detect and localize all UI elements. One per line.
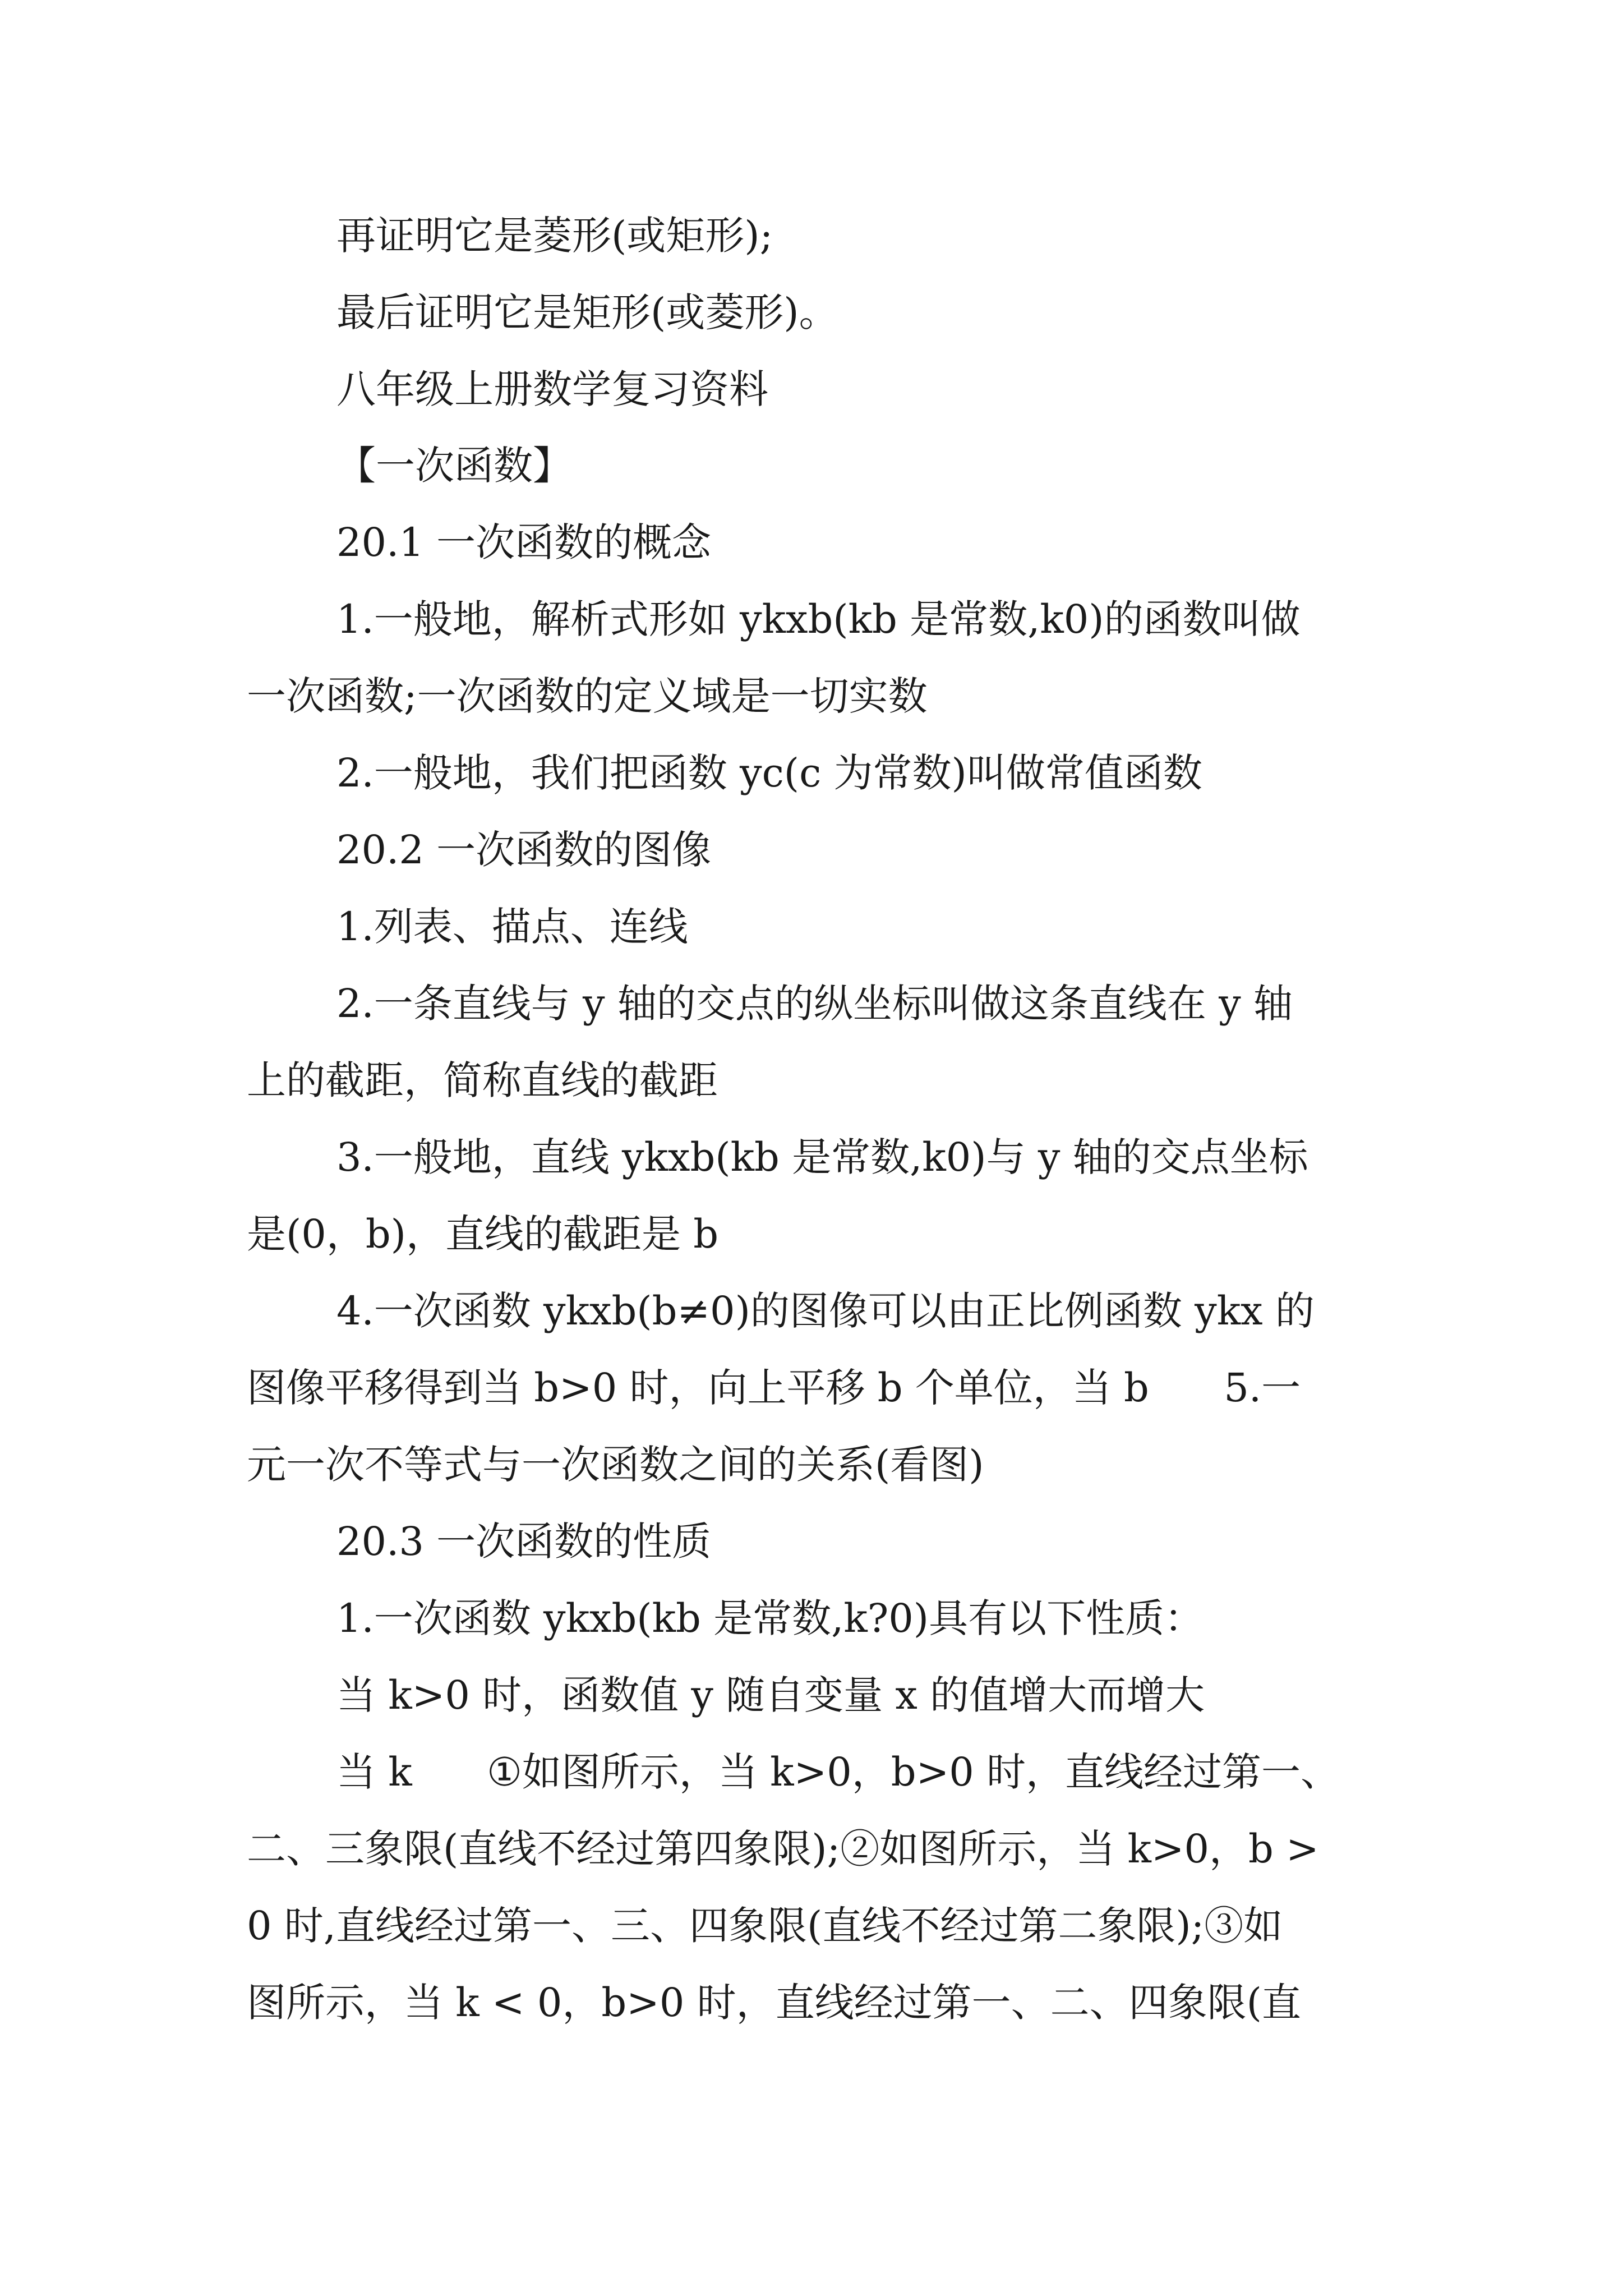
- text-line: 1.列表、描点、连线: [336, 904, 688, 950]
- section-heading: 20.1 一次函数的概念: [336, 519, 712, 565]
- text-line: 再证明它是菱形(或矩形);: [336, 213, 773, 259]
- text-line: 上的截距，简称直线的截距: [247, 1057, 718, 1103]
- section-heading: 20.2 一次函数的图像: [336, 827, 712, 873]
- chapter-heading: 【一次函数】: [336, 443, 572, 489]
- text-line: 0 时,直线经过第一、三、四象限(直线不经过第二象限);③如: [247, 1903, 1283, 1949]
- text-line: 一次函数;一次函数的定义域是一切实数: [247, 673, 928, 719]
- text-line: 是(0，b)，直线的截距是 b: [247, 1211, 719, 1257]
- text-line: 当 k ①如图所示，当 k>0，b>0 时，直线经过第一、: [336, 1749, 1340, 1795]
- text-line: 二、三象限(直线不经过第四象限);②如图所示，当 k>0，b >: [247, 1826, 1319, 1872]
- text-line: 最后证明它是矩形(或菱形)。: [336, 289, 838, 335]
- text-line: 2.一条直线与 y 轴的交点的纵坐标叫做这条直线在 y 轴: [336, 981, 1293, 1027]
- text-line: 3.一般地，直线 ykxb(kb 是常数,k0)与 y 轴的交点坐标: [336, 1134, 1308, 1180]
- text-line: 1.一次函数 ykxb(kb 是常数,k?0)具有以下性质：: [336, 1595, 1204, 1641]
- section-heading: 八年级上册数学复习资料: [336, 366, 768, 412]
- text-line: 当 k>0 时，函数值 y 随自变量 x 的值增大而增大: [336, 1672, 1205, 1718]
- text-line: 图所示，当 k < 0，b>0 时，直线经过第一、二、四象限(直: [247, 1980, 1301, 2026]
- text-line: 2.一般地，我们把函数 yc(c 为常数)叫做常值函数: [336, 750, 1202, 796]
- section-heading: 20.3 一次函数的性质: [336, 1519, 712, 1565]
- text-line: 图像平移得到当 b>0 时，向上平移 b 个单位，当 b 5.一: [247, 1365, 1301, 1411]
- text-line: 元一次不等式与一次函数之间的关系(看图): [247, 1442, 984, 1488]
- text-line: 4.一次函数 ykxb(b≠0)的图像可以由正比例函数 ykx 的: [336, 1288, 1315, 1334]
- text-line: 1.一般地，解析式形如 ykxb(kb 是常数,k0)的函数叫做: [336, 596, 1301, 642]
